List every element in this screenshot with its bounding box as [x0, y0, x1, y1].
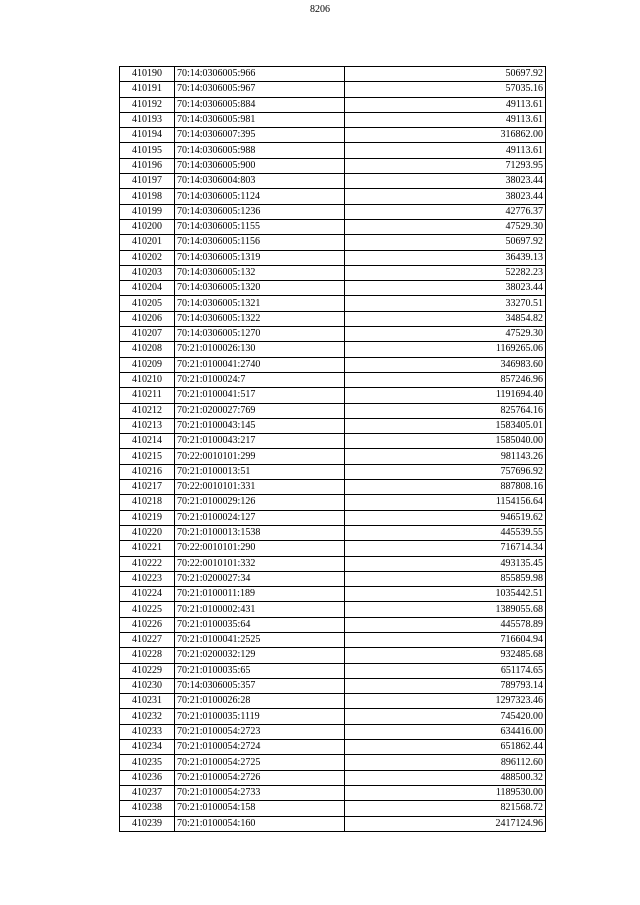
cadastral-number-cell: 70:21:0100043:145: [175, 418, 345, 433]
cadastral-number-cell: 70:14:0306005:966: [175, 67, 345, 82]
row-number-cell: 410221: [120, 541, 175, 556]
cadastral-number-cell: 70:21:0100054:158: [175, 801, 345, 816]
value-cell: 651862.44: [345, 740, 546, 755]
value-cell: 887808.16: [345, 480, 546, 495]
row-number-cell: 410230: [120, 678, 175, 693]
row-number-cell: 410196: [120, 158, 175, 173]
value-cell: 651174.65: [345, 663, 546, 678]
value-cell: 716714.34: [345, 541, 546, 556]
row-number-cell: 410201: [120, 235, 175, 250]
value-cell: 1154156.64: [345, 495, 546, 510]
row-number-cell: 410233: [120, 724, 175, 739]
value-cell: 981143.26: [345, 449, 546, 464]
cadastral-number-cell: 70:21:0100013:1538: [175, 525, 345, 540]
cadastral-number-cell: 70:21:0100002:431: [175, 602, 345, 617]
row-number-cell: 410213: [120, 418, 175, 433]
table-row: [120, 82, 546, 97]
cadastral-number-cell: 70:14:0306005:1321: [175, 296, 345, 311]
cadastral-number-cell: 70:21:0100035:64: [175, 617, 345, 632]
row-number-cell: 410219: [120, 510, 175, 525]
table-row: [120, 250, 546, 265]
value-cell: 346983.60: [345, 357, 546, 372]
row-number-cell: 410193: [120, 112, 175, 127]
table-row: [120, 464, 546, 479]
cadastral-number-cell: 70:14:0306005:1270: [175, 327, 345, 342]
row-number-cell: 410198: [120, 189, 175, 204]
row-number-cell: 410202: [120, 250, 175, 265]
table-row: [120, 480, 546, 495]
row-number-cell: 410195: [120, 143, 175, 158]
table-row: [120, 112, 546, 127]
value-cell: 52282.23: [345, 265, 546, 280]
table-row: [120, 709, 546, 724]
cadastral-number-cell: 70:21:0100054:2733: [175, 785, 345, 800]
table-row: [120, 357, 546, 372]
row-number-cell: 410218: [120, 495, 175, 510]
value-cell: 488500.32: [345, 770, 546, 785]
row-number-cell: 410192: [120, 97, 175, 112]
table-row: [120, 128, 546, 143]
table-row: [120, 556, 546, 571]
value-cell: 42776.37: [345, 204, 546, 219]
value-cell: 896112.60: [345, 755, 546, 770]
row-number-cell: 410226: [120, 617, 175, 632]
table-row: [120, 143, 546, 158]
cadastral-number-cell: 70:21:0100013:51: [175, 464, 345, 479]
cadastral-number-cell: 70:14:0306005:1155: [175, 219, 345, 234]
value-cell: 33270.51: [345, 296, 546, 311]
row-number-cell: 410217: [120, 480, 175, 495]
table-row: [120, 219, 546, 234]
row-number-cell: 410220: [120, 525, 175, 540]
table-row: [120, 755, 546, 770]
cadastral-number-cell: 70:21:0200027:769: [175, 403, 345, 418]
table-row: [120, 158, 546, 173]
value-cell: 932485.68: [345, 648, 546, 663]
table-row: [120, 265, 546, 280]
table-row: [120, 785, 546, 800]
table-row: [120, 204, 546, 219]
cadastral-number-cell: 70:14:0306005:981: [175, 112, 345, 127]
cadastral-number-cell: 70:14:0306005:1320: [175, 281, 345, 296]
table-row: [120, 510, 546, 525]
value-cell: 50697.92: [345, 67, 546, 82]
value-cell: 2417124.96: [345, 816, 546, 831]
value-cell: 71293.95: [345, 158, 546, 173]
value-cell: 50697.92: [345, 235, 546, 250]
row-number-cell: 410205: [120, 296, 175, 311]
row-number-cell: 410222: [120, 556, 175, 571]
row-number-cell: 410239: [120, 816, 175, 831]
value-cell: 445578.89: [345, 617, 546, 632]
row-number-cell: 410237: [120, 785, 175, 800]
table-row: [120, 403, 546, 418]
cadastral-number-cell: 70:21:0100029:126: [175, 495, 345, 510]
row-number-cell: 410214: [120, 434, 175, 449]
table-row: [120, 587, 546, 602]
value-cell: 34854.82: [345, 311, 546, 326]
value-cell: 857246.96: [345, 372, 546, 387]
cadastral-number-cell: 70:22:0010101:332: [175, 556, 345, 571]
value-cell: 745420.00: [345, 709, 546, 724]
cadastral-number-cell: 70:21:0100026:130: [175, 342, 345, 357]
table-row: [120, 67, 546, 82]
row-number-cell: 410191: [120, 82, 175, 97]
cadastral-number-cell: 70:14:0306004:803: [175, 174, 345, 189]
table-row: [120, 816, 546, 831]
value-cell: 493135.45: [345, 556, 546, 571]
value-cell: 1389055.68: [345, 602, 546, 617]
cadastral-number-cell: 70:21:0100041:2525: [175, 632, 345, 647]
cadastral-number-cell: 70:14:0306005:1319: [175, 250, 345, 265]
value-cell: 1169265.06: [345, 342, 546, 357]
table-row: [120, 648, 546, 663]
row-number-cell: 410232: [120, 709, 175, 724]
row-number-cell: 410225: [120, 602, 175, 617]
value-cell: 38023.44: [345, 281, 546, 296]
row-number-cell: 410235: [120, 755, 175, 770]
cadastral-number-cell: 70:22:0010101:299: [175, 449, 345, 464]
table-row: [120, 327, 546, 342]
cadastral-number-cell: 70:21:0100043:217: [175, 434, 345, 449]
value-cell: 821568.72: [345, 801, 546, 816]
table-row: [120, 617, 546, 632]
cadastral-number-cell: 70:21:0200032:129: [175, 648, 345, 663]
value-cell: 445539.55: [345, 525, 546, 540]
row-number-cell: 410194: [120, 128, 175, 143]
table-row: [120, 388, 546, 403]
row-number-cell: 410209: [120, 357, 175, 372]
table-row: [120, 174, 546, 189]
value-cell: 49113.61: [345, 97, 546, 112]
table-row: [120, 571, 546, 586]
value-cell: 49113.61: [345, 143, 546, 158]
value-cell: 1297323.46: [345, 694, 546, 709]
row-number-cell: 410231: [120, 694, 175, 709]
row-number-cell: 410206: [120, 311, 175, 326]
row-number-cell: 410197: [120, 174, 175, 189]
cadastral-number-cell: 70:21:0100041:2740: [175, 357, 345, 372]
table-row: [120, 281, 546, 296]
value-cell: 38023.44: [345, 189, 546, 204]
row-number-cell: 410238: [120, 801, 175, 816]
table-row: [120, 724, 546, 739]
table-row: [120, 372, 546, 387]
value-cell: 47529.30: [345, 219, 546, 234]
row-number-cell: 410210: [120, 372, 175, 387]
value-cell: 855859.98: [345, 571, 546, 586]
value-cell: 789793.14: [345, 678, 546, 693]
table-row: [120, 235, 546, 250]
row-number-cell: 410203: [120, 265, 175, 280]
value-cell: 38023.44: [345, 174, 546, 189]
row-number-cell: 410207: [120, 327, 175, 342]
table-row: [120, 189, 546, 204]
row-number-cell: 410228: [120, 648, 175, 663]
value-cell: 1189530.00: [345, 785, 546, 800]
page-number: 8206: [310, 4, 330, 15]
table-row: [120, 311, 546, 326]
row-number-cell: 410224: [120, 587, 175, 602]
value-cell: 49113.61: [345, 112, 546, 127]
value-cell: 1191694.40: [345, 388, 546, 403]
row-number-cell: 410212: [120, 403, 175, 418]
table-row: [120, 602, 546, 617]
row-number-cell: 410204: [120, 281, 175, 296]
cadastral-number-cell: 70:14:0306005:967: [175, 82, 345, 97]
row-number-cell: 410208: [120, 342, 175, 357]
value-cell: 1035442.51: [345, 587, 546, 602]
cadastral-number-cell: 70:14:0306005:1322: [175, 311, 345, 326]
cadastral-number-cell: 70:21:0200027:34: [175, 571, 345, 586]
row-number-cell: 410211: [120, 388, 175, 403]
cadastral-number-cell: 70:14:0306005:132: [175, 265, 345, 280]
table-row: [120, 632, 546, 647]
value-cell: 1583405.01: [345, 418, 546, 433]
row-number-cell: 410200: [120, 219, 175, 234]
table-row: [120, 740, 546, 755]
value-cell: 716604.94: [345, 632, 546, 647]
table-row: [120, 801, 546, 816]
table-row: [120, 541, 546, 556]
table-row: [120, 296, 546, 311]
cadastral-number-cell: 70:14:0306005:884: [175, 97, 345, 112]
table-row: [120, 770, 546, 785]
cadastral-number-cell: 70:21:0100035:1119: [175, 709, 345, 724]
cadastral-number-cell: 70:21:0100026:28: [175, 694, 345, 709]
cadastral-number-cell: 70:14:0306005:1124: [175, 189, 345, 204]
value-cell: 1585040.00: [345, 434, 546, 449]
row-number-cell: 410216: [120, 464, 175, 479]
value-cell: 634416.00: [345, 724, 546, 739]
cadastral-number-cell: 70:21:0100054:2725: [175, 755, 345, 770]
row-number-cell: 410229: [120, 663, 175, 678]
table-row: [120, 663, 546, 678]
row-number-cell: 410227: [120, 632, 175, 647]
table-row: [120, 418, 546, 433]
cadastral-number-cell: 70:21:0100024:7: [175, 372, 345, 387]
cadastral-number-cell: 70:21:0100054:160: [175, 816, 345, 831]
table-body: [120, 67, 546, 832]
value-cell: 47529.30: [345, 327, 546, 342]
table-row: [120, 694, 546, 709]
cadastral-number-cell: 70:14:0306005:988: [175, 143, 345, 158]
cadastral-value-table: [119, 66, 546, 832]
row-number-cell: 410236: [120, 770, 175, 785]
cadastral-number-cell: 70:22:0010101:290: [175, 541, 345, 556]
table-row: [120, 525, 546, 540]
cadastral-number-cell: 70:21:0100011:189: [175, 587, 345, 602]
value-cell: 757696.92: [345, 464, 546, 479]
cadastral-number-cell: 70:21:0100054:2723: [175, 724, 345, 739]
cadastral-number-cell: 70:14:0306005:900: [175, 158, 345, 173]
value-cell: 36439.13: [345, 250, 546, 265]
cadastral-number-cell: 70:21:0100054:2726: [175, 770, 345, 785]
row-number-cell: 410215: [120, 449, 175, 464]
value-cell: 825764.16: [345, 403, 546, 418]
value-cell: 57035.16: [345, 82, 546, 97]
cadastral-number-cell: 70:21:0100035:65: [175, 663, 345, 678]
cadastral-number-cell: 70:21:0100041:517: [175, 388, 345, 403]
value-cell: 946519.62: [345, 510, 546, 525]
cadastral-number-cell: 70:14:0306005:1156: [175, 235, 345, 250]
row-number-cell: 410223: [120, 571, 175, 586]
table-row: [120, 342, 546, 357]
value-cell: 316862.00: [345, 128, 546, 143]
cadastral-number-cell: 70:14:0306005:1236: [175, 204, 345, 219]
cadastral-number-cell: 70:21:0100024:127: [175, 510, 345, 525]
cadastral-number-cell: 70:14:0306005:357: [175, 678, 345, 693]
cadastral-number-cell: 70:21:0100054:2724: [175, 740, 345, 755]
row-number-cell: 410190: [120, 67, 175, 82]
cadastral-number-cell: 70:14:0306007:395: [175, 128, 345, 143]
row-number-cell: 410234: [120, 740, 175, 755]
table-row: [120, 678, 546, 693]
row-number-cell: 410199: [120, 204, 175, 219]
cadastral-number-cell: 70:22:0010101:331: [175, 480, 345, 495]
table-row: [120, 495, 546, 510]
table-row: [120, 449, 546, 464]
table-row: [120, 97, 546, 112]
table-row: [120, 434, 546, 449]
